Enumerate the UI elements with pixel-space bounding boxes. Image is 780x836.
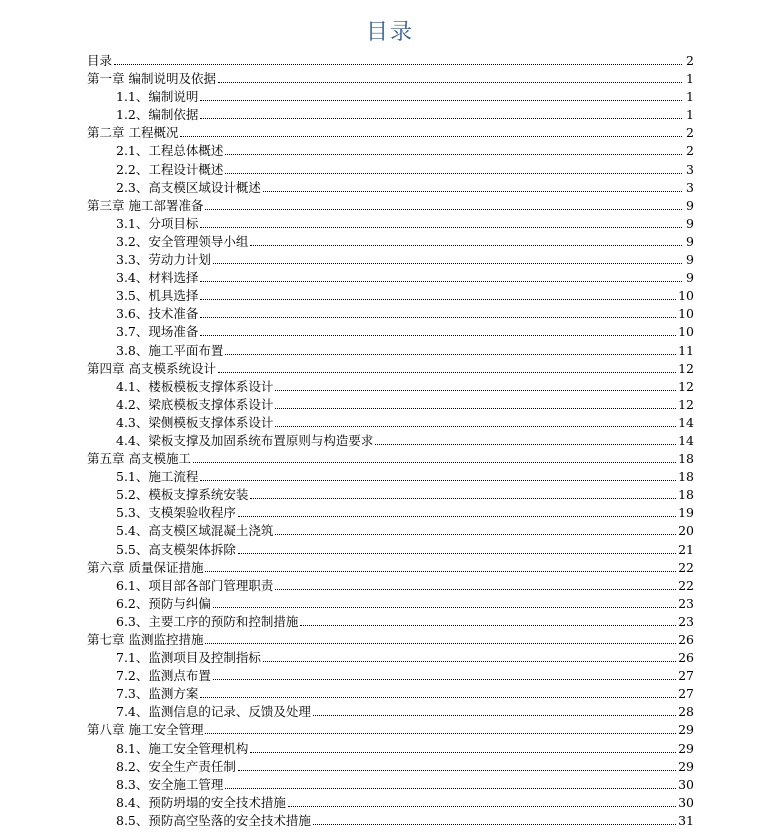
toc-entry-label: 3.4、材料选择 (116, 270, 199, 286)
toc-page-number: 2 (686, 125, 694, 141)
toc-dot-leader (200, 334, 676, 336)
toc-section-entry[interactable] (87, 758, 694, 776)
toc-dot-leader (250, 244, 682, 246)
toc-entry-label: 6.3、主要工序的预防和控制措施 (116, 613, 299, 629)
toc-dot-leader (375, 443, 676, 445)
toc-chapter-entry[interactable] (87, 70, 694, 88)
toc-entry-label: 第一章 编制说明及依据 (87, 71, 216, 87)
toc-section-entry[interactable] (87, 251, 694, 269)
toc-page-number: 27 (678, 686, 694, 702)
toc-page-number: 10 (678, 306, 694, 322)
toc-dot-leader (200, 479, 676, 481)
toc-entry-label: 2.2、工程设计概述 (116, 161, 224, 177)
toc-page-number: 29 (678, 758, 694, 774)
toc-dot-leader (180, 135, 682, 137)
toc-entry-label: 5.1、施工流程 (116, 469, 199, 485)
toc-page-number: 21 (678, 541, 694, 557)
toc-section-entry[interactable] (87, 541, 694, 559)
toc-entry-label: 第八章 施工安全管理 (87, 722, 204, 738)
toc-entry-label: 第五章 高支模施工 (87, 451, 191, 467)
toc-dot-leader (193, 461, 676, 463)
toc-dot-leader (205, 732, 676, 734)
toc-page-number: 2 (686, 53, 694, 68)
toc-section-entry[interactable] (87, 595, 694, 613)
toc-entry-label: 5.3、支模架验收程序 (116, 505, 236, 521)
toc-dot-leader (275, 588, 676, 590)
toc-page-number: 18 (678, 451, 694, 467)
toc-section-entry[interactable] (87, 522, 694, 540)
toc-page-number: 9 (686, 252, 694, 268)
toc-section-entry[interactable] (87, 667, 694, 685)
toc-dot-leader (225, 172, 682, 174)
toc-entry-label: 1.2、编制依据 (116, 107, 199, 123)
document-title: 目录 (365, 20, 414, 45)
toc-entry-label: 3.7、现场准备 (116, 324, 199, 340)
toc-dot-leader (275, 407, 676, 409)
toc-entry-label: 第三章 施工部署准备 (87, 197, 204, 213)
toc-dot-leader (200, 117, 682, 119)
toc-dot-leader (238, 769, 676, 771)
toc-section-entry[interactable] (87, 685, 694, 703)
toc-section-entry[interactable] (87, 740, 694, 758)
toc-section-entry[interactable] (87, 812, 694, 830)
toc-section-entry[interactable] (87, 504, 694, 522)
toc-page-number: 2 (686, 143, 694, 159)
toc-page-number: 23 (678, 613, 694, 629)
toc-dot-leader (250, 751, 676, 753)
toc-entry-label: 6.2、预防与纠偏 (116, 595, 211, 611)
toc-dot-leader (250, 497, 676, 499)
toc-dot-leader (200, 696, 676, 698)
toc-page-number: 22 (678, 577, 694, 593)
toc-section-entry[interactable] (87, 468, 694, 486)
toc-dot-leader (275, 425, 676, 427)
toc-dot-leader (205, 208, 682, 210)
toc-section-entry[interactable] (87, 233, 694, 251)
toc-entry-label: 第四章 高支模系统设计 (87, 360, 216, 376)
toc-dot-leader (225, 153, 682, 155)
toc-entry-label: 3.2、安全管理领导小组 (116, 233, 249, 249)
toc-page-number: 31 (678, 812, 694, 828)
toc-section-entry[interactable] (87, 269, 694, 287)
toc-section-entry[interactable] (87, 287, 694, 305)
toc-section-entry[interactable] (87, 305, 694, 323)
toc-dot-leader (313, 823, 676, 825)
toc-section-entry[interactable] (87, 106, 694, 124)
toc-dot-leader (200, 226, 682, 228)
toc-page-number: 19 (678, 505, 694, 521)
toc-chapter-entry[interactable] (87, 360, 694, 378)
toc-entry-label: 2.3、高支模区域设计概述 (116, 179, 261, 195)
toc-section-entry[interactable] (87, 613, 694, 631)
toc-page-number: 29 (678, 722, 694, 738)
toc-entry-label: 第六章 质量保证措施 (87, 559, 204, 575)
toc-entry-label: 第七章 监测监控措施 (87, 632, 204, 647)
toc-chapter-entry[interactable] (87, 631, 694, 649)
toc-chapter-entry[interactable] (87, 559, 694, 577)
toc-page-number: 18 (678, 487, 694, 503)
toc-page-number: 1 (686, 89, 694, 105)
toc-entry-label: 7.2、监测点布置 (116, 668, 211, 684)
toc-entry-label: 3.1、分项目标 (116, 215, 199, 231)
toc-entry-label: 8.2、安全生产责任制 (116, 758, 236, 774)
toc-page-number: 9 (686, 215, 694, 231)
toc-entry-label: 5.5、高支模架体拆除 (116, 541, 236, 557)
toc-section-entry[interactable] (87, 378, 694, 396)
toc-entry-label: 3.6、技术准备 (116, 306, 199, 322)
toc-dot-leader (205, 570, 676, 572)
toc-dot-leader (275, 389, 676, 391)
toc-chapter-entry[interactable] (87, 52, 694, 70)
toc-page-number: 28 (678, 704, 694, 720)
toc-entry-label: 3.8、施工平面布置 (116, 342, 224, 358)
toc-section-entry[interactable] (87, 703, 694, 721)
toc-entry-label: 8.5、预防高空坠落的安全技术措施 (116, 812, 311, 828)
toc-dot-leader (238, 552, 676, 554)
toc-dot-leader (225, 787, 676, 789)
toc-page-number: 18 (678, 469, 694, 485)
toc-entry-label: 目录 (87, 53, 113, 68)
toc-entry-label: 8.4、预防坍塌的安全技术措施 (116, 794, 286, 810)
toc-entry-label: 3.5、机具选择 (116, 288, 199, 304)
toc-chapter-entry[interactable] (87, 124, 694, 142)
toc-dot-leader (288, 805, 676, 807)
toc-entry-label: 4.4、梁板支撑及加固系统布置原则与构造要求 (116, 432, 374, 448)
toc-entry-label: 5.2、模板支撑系统安装 (116, 487, 249, 503)
toc-dot-leader (213, 678, 676, 680)
toc-dot-leader (218, 81, 682, 83)
toc-dot-leader (238, 515, 676, 517)
toc-section-entry[interactable] (87, 161, 694, 179)
toc-entry-label: 8.3、安全施工管理 (116, 776, 224, 792)
toc-page-number: 14 (678, 414, 694, 430)
toc-section-entry[interactable] (87, 396, 694, 414)
toc-section-entry[interactable] (87, 323, 694, 341)
toc-section-entry[interactable] (87, 414, 694, 432)
toc-page-number: 1 (686, 71, 694, 87)
toc-page-number: 27 (678, 668, 694, 684)
toc-section-entry[interactable] (87, 794, 694, 812)
toc-dot-leader (218, 371, 676, 373)
toc-entry-label: 4.1、楼板模板支撑体系设计 (116, 378, 274, 394)
toc-page-number: 12 (678, 396, 694, 412)
toc-dot-leader (313, 714, 676, 716)
toc-entry-label: 5.4、高支模区域混凝土浇筑 (116, 523, 274, 539)
toc-page-number: 12 (678, 378, 694, 394)
toc-page-number: 1 (686, 107, 694, 123)
toc-entry-label: 2.1、工程总体概述 (116, 143, 224, 159)
toc-page-number: 10 (678, 324, 694, 340)
toc-page-number: 20 (678, 523, 694, 539)
toc-page-number: 30 (678, 794, 694, 810)
toc-section-entry[interactable] (87, 776, 694, 794)
toc-entry-label: 第二章 工程概况 (87, 125, 179, 141)
toc-section-entry[interactable] (87, 215, 694, 233)
toc-section-entry[interactable] (87, 142, 694, 160)
toc-entry-label: 4.3、梁侧模板支撑体系设计 (116, 414, 274, 430)
toc-entry-label: 7.4、监测信息的记录、反馈及处理 (116, 704, 311, 720)
toc-dot-leader (200, 280, 682, 282)
toc-section-entry[interactable] (87, 432, 694, 450)
toc-dot-leader (213, 606, 676, 608)
toc-dot-leader (225, 353, 676, 355)
toc-entry-label: 1.1、编制说明 (116, 89, 199, 105)
toc-section-entry[interactable] (87, 649, 694, 667)
toc-chapter-entry[interactable] (87, 721, 694, 739)
toc-entry-label: 3.3、劳动力计划 (116, 252, 211, 268)
toc-dot-leader (200, 99, 682, 101)
toc-entry-label: 8.1、施工安全管理机构 (116, 740, 249, 756)
toc-entry-label: 6.1、项目部各部门管理职责 (116, 577, 274, 593)
toc-chapter-entry[interactable] (87, 197, 694, 215)
toc-dot-leader (263, 660, 676, 662)
toc-page-number: 10 (678, 288, 694, 304)
toc-page-number: 3 (686, 161, 694, 177)
toc-page-number: 14 (678, 432, 694, 448)
toc-dot-leader (275, 533, 676, 535)
toc-page-number: 9 (686, 270, 694, 286)
toc-dot-leader (205, 642, 676, 644)
toc-page-number: 23 (678, 595, 694, 611)
toc-chapter-entry[interactable] (87, 450, 694, 468)
toc-page-number: 3 (686, 179, 694, 195)
toc-section-entry[interactable] (87, 342, 694, 360)
toc-section-entry[interactable] (87, 179, 694, 197)
toc-dot-leader (114, 63, 682, 65)
toc-section-entry[interactable] (87, 577, 694, 595)
toc-dot-leader (200, 298, 676, 300)
toc-page-number: 29 (678, 740, 694, 756)
toc-page-number: 26 (678, 650, 694, 666)
toc-entry-label: 7.3、监测方案 (116, 686, 199, 702)
toc-dot-leader (263, 190, 682, 192)
toc-dot-leader (300, 624, 676, 626)
toc-entry-label: 7.1、监测项目及控制指标 (116, 650, 261, 666)
toc-page-number: 11 (678, 342, 694, 358)
toc-page-number: 30 (678, 776, 694, 792)
toc-dot-leader (200, 316, 676, 318)
toc-page-number: 9 (686, 233, 694, 249)
toc-dot-leader (213, 262, 682, 264)
toc-page-number: 9 (686, 197, 694, 213)
toc-page-number: 12 (678, 360, 694, 376)
toc-page-number: 26 (678, 632, 694, 647)
toc-entry-label: 4.2、梁底模板支撑体系设计 (116, 396, 274, 412)
toc-section-entry[interactable] (87, 88, 694, 106)
toc-section-entry[interactable] (87, 486, 694, 504)
toc-page-number: 22 (678, 559, 694, 575)
table-of-contents (87, 52, 694, 830)
